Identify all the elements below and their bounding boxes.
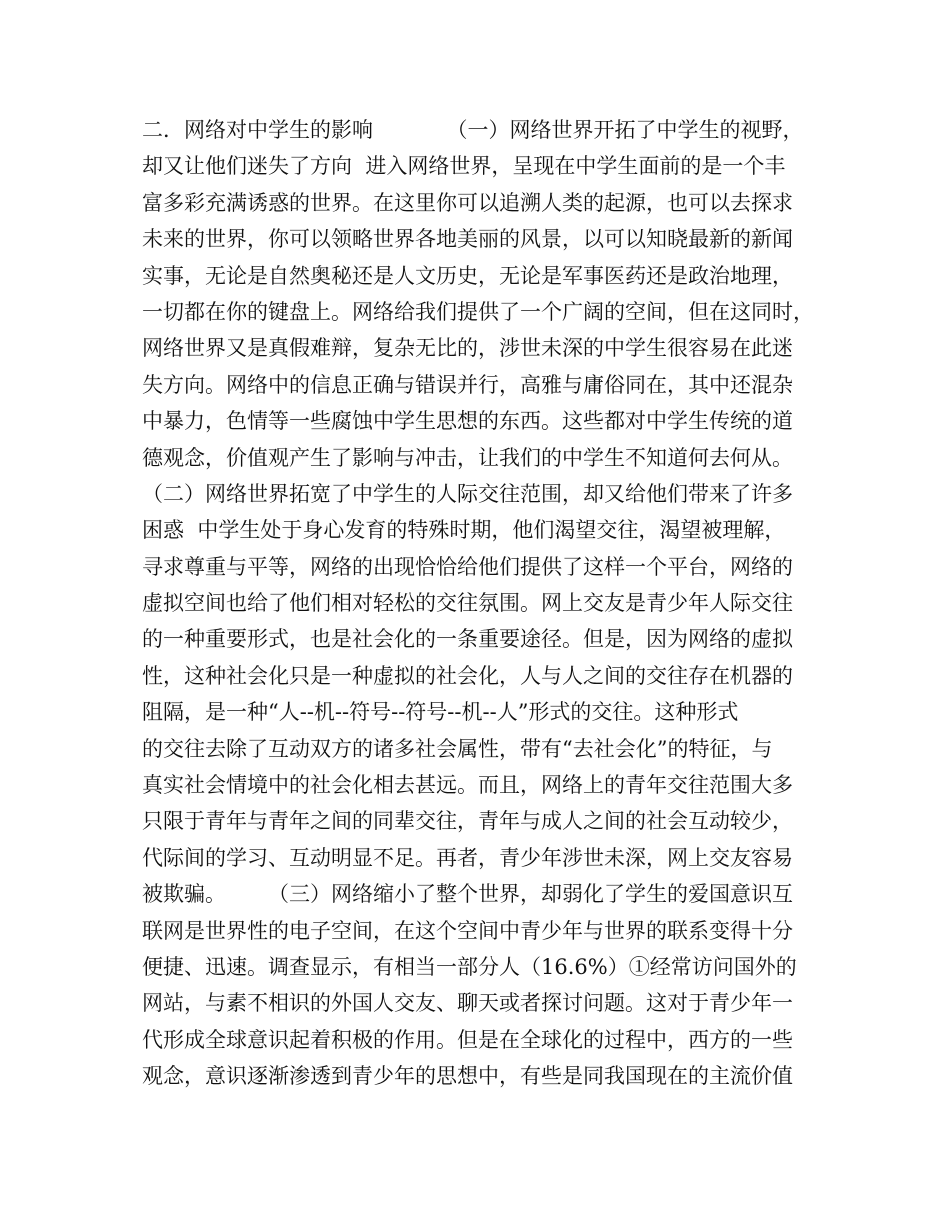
- text-line: 代际间的学习、互动明显不足。再者，青少年涉世未深，网上交友容易: [142, 845, 793, 870]
- text-line: 失方向。网络中的信息正确与错误并行，高雅与庸俗同在，其中还混杂: [142, 372, 793, 397]
- text-line: 代形成全球意识起着积极的作用。但是在全球化的过程中，西方的一些: [142, 1027, 793, 1052]
- document-body: [142, 112, 832, 1095]
- text-line: 的交往去除了互动双方的诸多社会属性，带有“去社会化”的特征，与: [142, 736, 773, 761]
- text-line: 网站，与素不相识的外国人交友、聊天或者探讨问题。这对于青少年一: [142, 991, 793, 1016]
- text-line: 德观念，价值观产生了影响与冲击，让我们的中学生不知道何去何从。: [142, 445, 793, 470]
- text-line: 联网是世界性的电子空间，在这个空间中青少年与世界的联系变得十分: [142, 918, 793, 943]
- text-line: （二）网络世界拓宽了中学生的人际交往范围，却又给他们带来了许多: [142, 481, 793, 506]
- text-line: 观念，意识逐渐渗透到青少年的思想中，有些是同我国现在的主流价值: [142, 1064, 793, 1089]
- text-line: 未来的世界，你可以领略世界各地美丽的风景，以可以知晓最新的新闻: [142, 227, 793, 252]
- text-line: 寻求尊重与平等，网络的出现恰恰给他们提供了这样一个平台，网络的: [142, 554, 793, 579]
- text-line: 二．网络对中学生的影响 （一）网络世界开拓了中学生的视野，: [142, 118, 804, 142]
- text-line: 被欺骗。 （三）网络缩小了整个世界，却弱化了学生的爱国意识互: [142, 882, 793, 907]
- text-line: 困惑 中学生处于身心发育的特殊时期，他们渴望交往，渴望被理解，: [142, 518, 786, 543]
- text-line: 只限于青年与青年之间的同辈交往，青年与成人之间的社会互动较少，: [142, 809, 793, 834]
- text-line: 真实社会情境中的社会化相去甚远。而且，网络上的青年交往范围大多: [142, 773, 793, 798]
- text-line: 却又让他们迷失了方向 进入网络世界，呈现在中学生面前的是一个丰: [142, 154, 786, 179]
- text-line: 网络世界又是真假难辩，复杂无比的，涉世未深的中学生很容易在此迷: [142, 336, 793, 361]
- text-line: 的一种重要形式，也是社会化的一条重要途径。但是，因为网络的虚拟: [142, 627, 793, 652]
- text-line: 便捷、迅速。调查显示，有相当一部分人（16.6%）①经常访问国外的: [142, 954, 797, 979]
- text-line: 阻隔，是一种“人--机--符号--符号--机--人”形式的交往。这种形式: [142, 700, 739, 725]
- text-line: 实事，无论是自然奥秘还是人文历史，无论是军事医药还是政治地理，: [142, 263, 793, 288]
- text-line: 虚拟空间也给了他们相对轻松的交往氛围。网上交友是青少年人际交往: [142, 591, 793, 616]
- text-line: 中暴力，色情等一些腐蚀中学生思想的东西。这些都对中学生传统的道: [142, 409, 793, 434]
- text-line: 性，这种社会化只是一种虚拟的社会化，人与人之间的交往存在机器的: [142, 663, 793, 688]
- text-line: 一切都在你的键盘上。网络给我们提供了一个广阔的空间，但在这同时，: [142, 299, 814, 324]
- text-line: 富多彩充满诱惑的世界。在这里你可以追溯人类的起源，也可以去探求: [142, 190, 793, 215]
